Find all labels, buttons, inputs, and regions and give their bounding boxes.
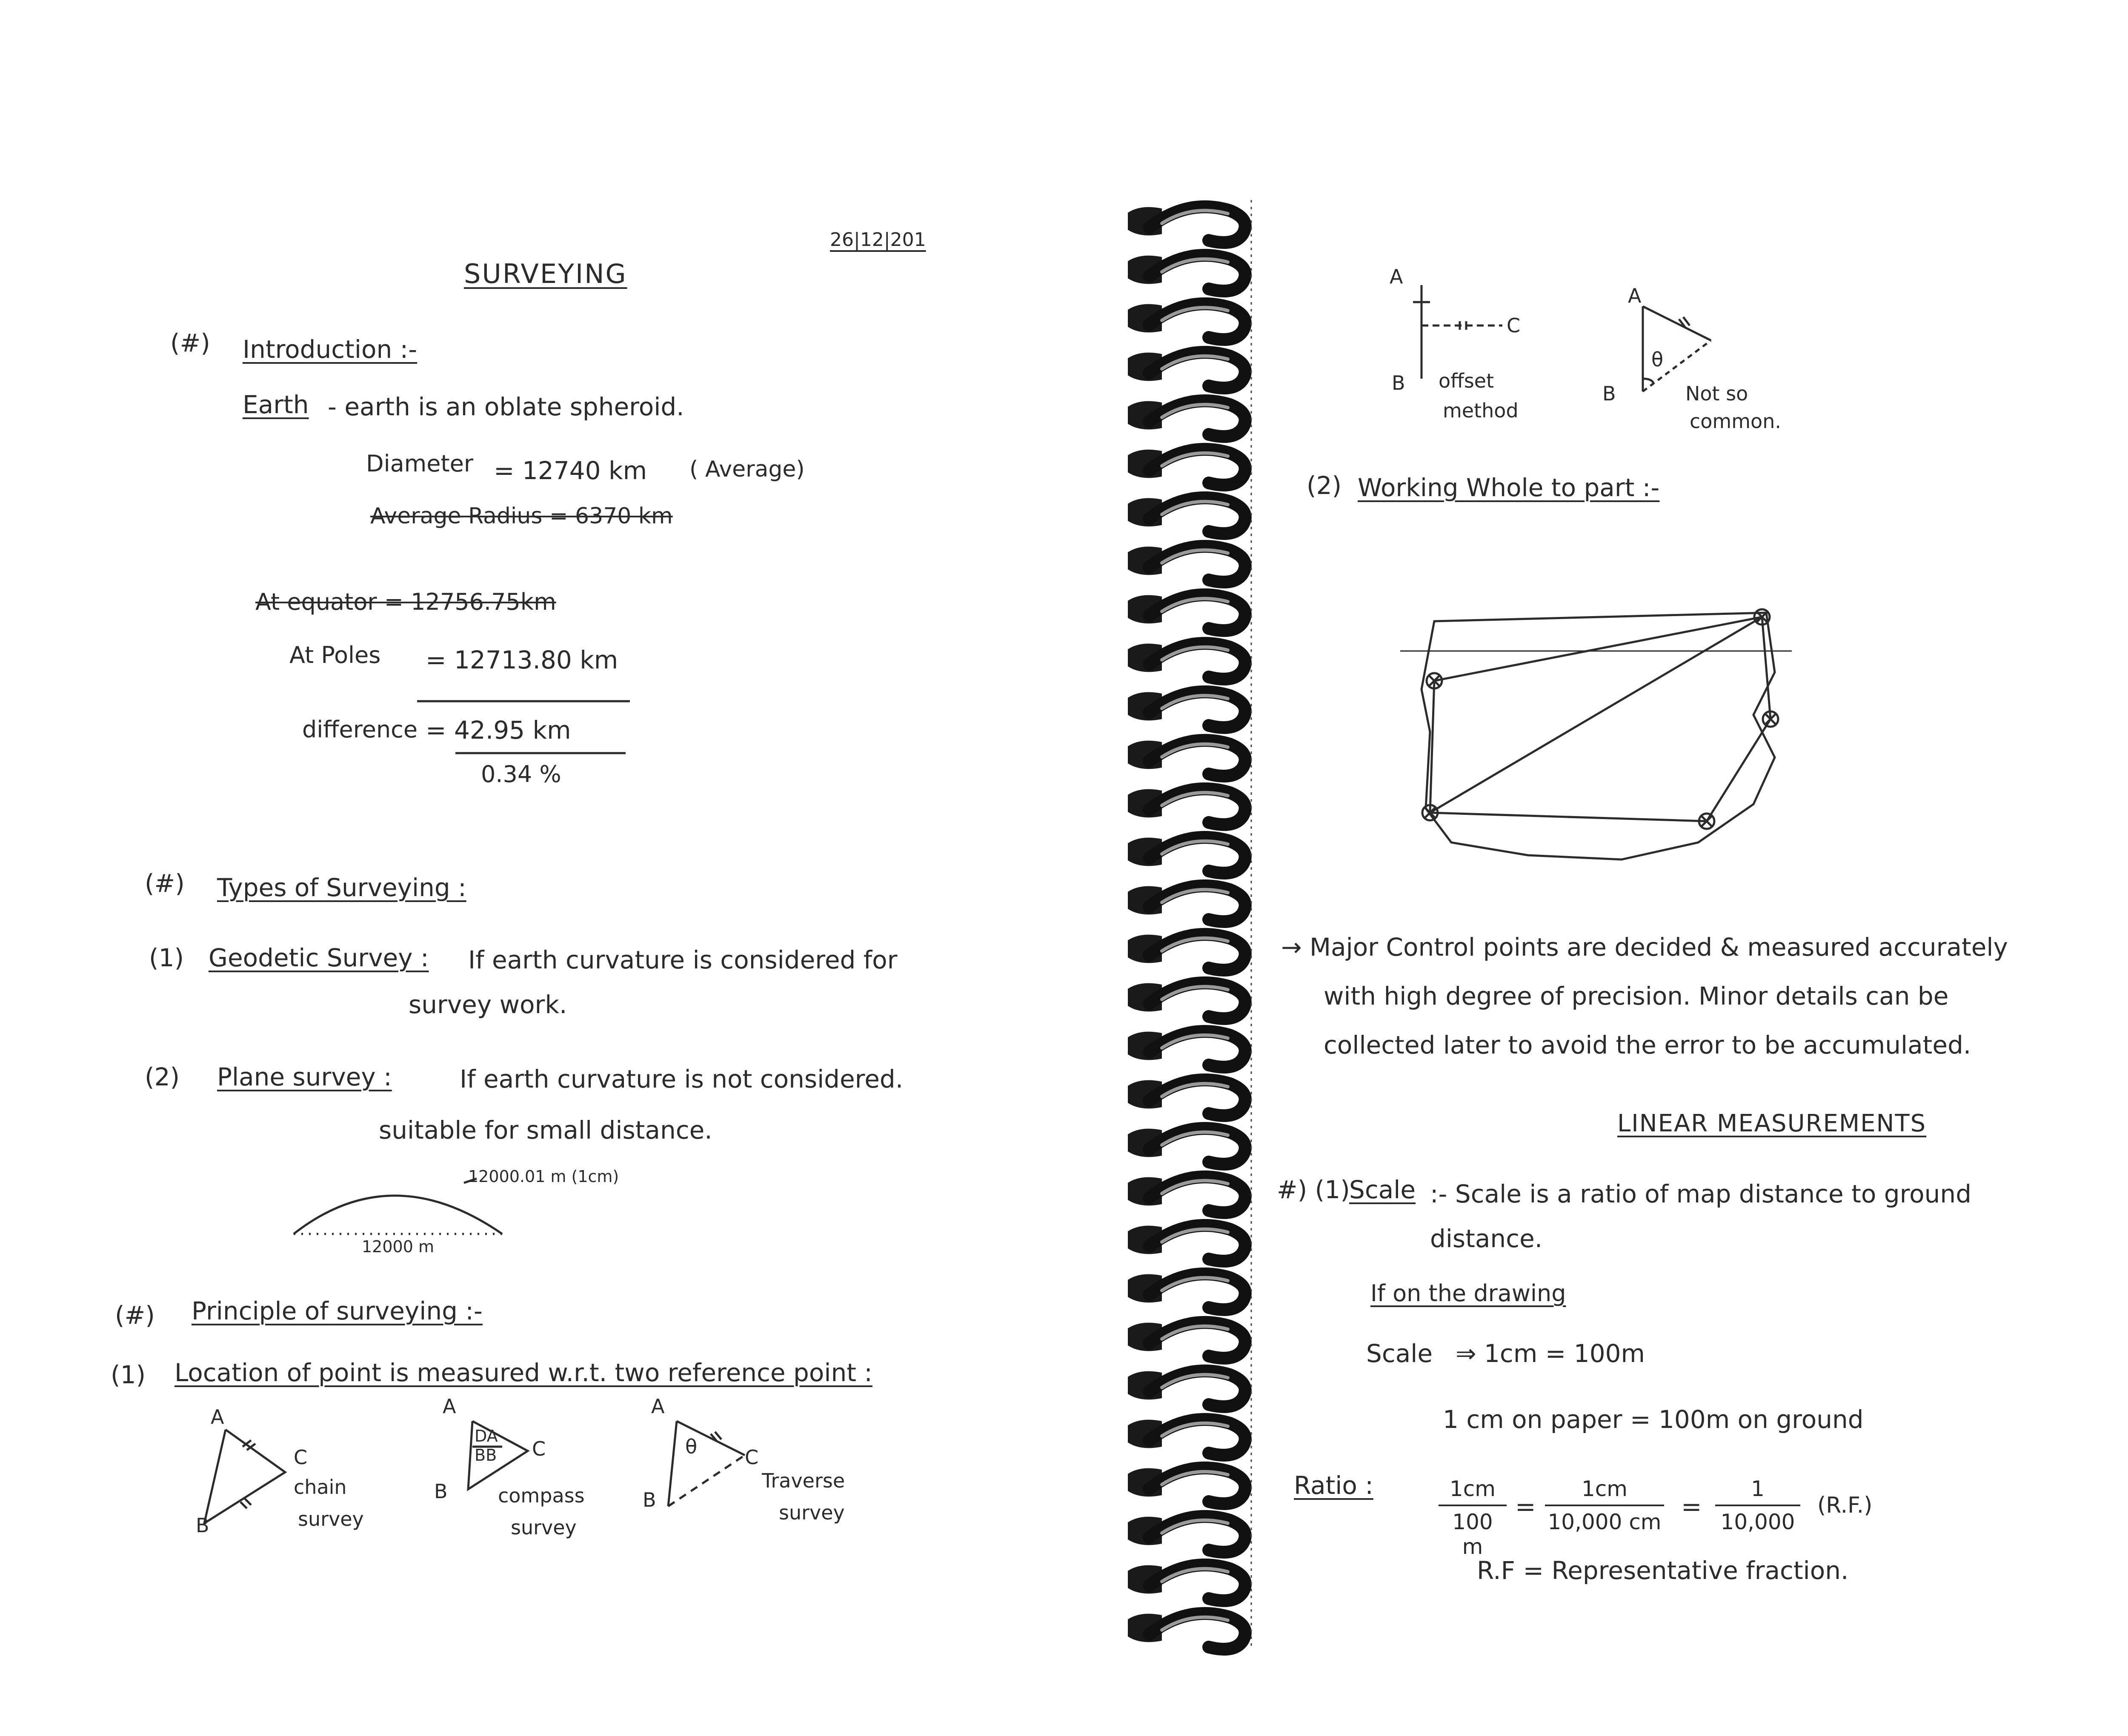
whole-to-part-number: (2) — [1307, 471, 1342, 500]
spiral-ring — [1128, 498, 1245, 534]
spiral-ring — [1128, 1031, 1245, 1067]
geodetic-text-2: survey work. — [409, 990, 567, 1019]
compass-inner-2: BB — [475, 1446, 497, 1465]
geodetic-label: Geodetic Survey : — [209, 943, 429, 972]
spiral-ring — [1128, 1565, 1245, 1601]
rf-definition: R.F = Representative fraction. — [1477, 1556, 1849, 1585]
not-so-common-caption-2: common. — [1690, 410, 1781, 433]
traverse-vertex-a: A — [651, 1395, 665, 1418]
diameter-label: Diameter — [366, 450, 474, 477]
scale-number: #) (1) — [1277, 1175, 1350, 1204]
spiral-ring — [1128, 352, 1245, 388]
spiral-ring — [1128, 1322, 1245, 1358]
traverse-caption-2: survey — [779, 1501, 845, 1524]
intro-heading: Introduction :- — [243, 335, 418, 364]
compass-caption-2: survey — [511, 1516, 577, 1539]
location-number: (1) — [111, 1360, 146, 1389]
not-so-common-vertex-a: A — [1628, 284, 1642, 307]
chain-vertex-c: C — [294, 1446, 308, 1469]
traverse-vertex-c: C — [745, 1446, 759, 1469]
scale-equation: ⇒ 1cm = 100m — [1456, 1339, 1645, 1368]
intro-marker: (#) — [170, 328, 210, 357]
diameter-value: = 12740 km — [494, 456, 647, 485]
scale-text-2: distance. — [1430, 1224, 1543, 1253]
compass-inner-1: DA — [475, 1427, 498, 1445]
difference-label: difference — [302, 716, 418, 743]
spiral-ring — [1128, 1468, 1245, 1504]
spiral-ring — [1128, 692, 1245, 728]
paper-ground-equation: 1 cm on paper = 100m on ground — [1443, 1405, 1864, 1434]
difference-percent: 0.34 % — [481, 761, 561, 788]
offset-vertex-c: C — [1507, 314, 1521, 337]
chord-length-label: 12000 m — [362, 1237, 434, 1256]
difference-underlines — [413, 698, 634, 757]
ratio-fraction-2-denominator: 10,000 cm — [1547, 1510, 1662, 1534]
spiral-ring — [1128, 1225, 1245, 1261]
traverse-vertex-b: B — [643, 1488, 656, 1511]
spiral-ring — [1128, 304, 1245, 340]
plane-number: (2) — [145, 1062, 180, 1091]
poles-value: = 12713.80 km — [426, 645, 618, 674]
chain-caption-1: chain — [294, 1476, 347, 1499]
not-so-common-theta: θ — [1651, 348, 1664, 371]
types-marker: (#) — [145, 869, 185, 898]
compass-survey-triangle — [464, 1404, 575, 1528]
not-so-common-caption-1: Not so — [1685, 382, 1748, 405]
traverse-caption-1: Traverse — [762, 1469, 845, 1492]
date-label: 26|12|201 — [830, 229, 926, 251]
control-network-diagram — [1400, 604, 1792, 868]
compass-caption-1: compass — [498, 1484, 585, 1507]
ratio-equals-2: = — [1681, 1492, 1702, 1521]
spiral-ring — [1128, 401, 1245, 437]
ratio-equals-1: = — [1515, 1492, 1536, 1521]
offset-caption-1: offset — [1439, 369, 1494, 392]
principle-heading: Principle of surveying :- — [192, 1296, 483, 1325]
chain-vertex-b: B — [196, 1514, 209, 1537]
ratio-fraction-2-bar — [1545, 1505, 1664, 1506]
ratio-fraction-3-bar — [1715, 1505, 1800, 1506]
spiral-ring — [1128, 1419, 1245, 1455]
spiral-ring — [1128, 886, 1245, 922]
ratio-fraction-1-bar — [1439, 1505, 1507, 1506]
linear-measurements-heading: LINEAR MEASUREMENTS — [1617, 1110, 1927, 1137]
spiral-ring — [1128, 546, 1245, 582]
ratio-fraction-2-numerator: 1cm — [1581, 1476, 1627, 1501]
ratio-fraction-1 — [1439, 1476, 1507, 1559]
spiral-ring — [1128, 1613, 1245, 1649]
types-heading: Types of Surveying : — [217, 873, 466, 902]
compass-vertex-c: C — [532, 1437, 546, 1460]
ratio-label: Ratio : — [1294, 1471, 1373, 1500]
principle-marker: (#) — [115, 1301, 155, 1330]
chain-vertex-a: A — [211, 1405, 224, 1428]
compass-vertex-b: B — [434, 1480, 448, 1503]
offset-vertex-b: B — [1392, 371, 1405, 394]
spiral-ring — [1128, 1177, 1245, 1213]
spiral-ring — [1128, 1080, 1245, 1116]
location-text: Location of point is measured w.r.t. two reference point : — [174, 1358, 872, 1387]
drawing-note: If on the drawing — [1370, 1280, 1566, 1307]
major-control-line-1: → Major Control points are decided & measured accurately — [1281, 933, 2008, 962]
rf-tag: (R.F.) — [1817, 1493, 1873, 1518]
spiral-ring — [1128, 255, 1245, 291]
right-page — [1251, 0, 2128, 1736]
major-control-line-3: collected later to avoid the error to be accumulated. — [1324, 1031, 1971, 1059]
spiral-ring — [1128, 934, 1245, 970]
ratio-fraction-3-denominator: 10,000 — [1720, 1510, 1795, 1534]
spiral-ring — [1128, 1274, 1245, 1310]
plane-label: Plane survey : — [217, 1062, 392, 1091]
geodetic-number: (1) — [149, 943, 184, 972]
scale-equation-label: Scale — [1366, 1339, 1433, 1368]
spiral-ring — [1128, 789, 1245, 825]
offset-vertex-a: A — [1390, 265, 1403, 288]
spiral-ring — [1128, 983, 1245, 1019]
whole-to-part-heading: Working Whole to part :- — [1358, 473, 1660, 502]
chain-caption-2: survey — [298, 1508, 364, 1530]
ratio-fraction-2 — [1545, 1476, 1664, 1534]
spiral-ring — [1128, 837, 1245, 873]
spiral-ring — [1128, 643, 1245, 679]
spiral-ring — [1128, 449, 1245, 485]
major-control-line-2: with high degree of precision. Minor details can be — [1324, 982, 1949, 1011]
spiral-ring — [1128, 1128, 1245, 1164]
ratio-fraction-3 — [1715, 1476, 1800, 1534]
ratio-fraction-3-numerator: 1 — [1751, 1476, 1765, 1501]
spiral-ring — [1128, 740, 1245, 776]
spiral-ring — [1128, 1516, 1245, 1552]
average-radius-struck: Average Radius = 6370 km — [370, 503, 673, 529]
compass-vertex-a: A — [443, 1395, 456, 1418]
scale-label: Scale — [1349, 1175, 1416, 1204]
poles-label: At Poles — [289, 642, 381, 668]
arc-length-label: 12000.01 m (1cm) — [468, 1167, 619, 1186]
equator-struck: At equator = 12756.75km — [255, 588, 556, 615]
difference-value: = 42.95 km — [426, 716, 571, 745]
spiral-ring — [1128, 207, 1245, 243]
spiral-ring — [1128, 595, 1245, 631]
not-so-common-vertex-b: B — [1602, 382, 1616, 405]
spiral-ring — [1128, 1371, 1245, 1407]
ratio-fraction-1-denominator: 100 m — [1452, 1510, 1493, 1559]
offset-caption-2: method — [1443, 399, 1519, 422]
diameter-note: ( Average) — [689, 457, 805, 482]
traverse-theta: θ — [685, 1435, 698, 1458]
plane-text-1: If earth curvature is not considered. — [460, 1065, 904, 1094]
earth-label: Earth — [243, 390, 309, 419]
spiral-binding — [1124, 200, 1264, 1664]
scale-text-1: :- Scale is a ratio of map distance to ground — [1430, 1179, 1972, 1208]
page-title: SURVEYING — [464, 258, 627, 289]
geodetic-text-1: If earth curvature is considered for — [468, 945, 898, 974]
earth-text: - earth is an oblate spheroid. — [328, 392, 684, 421]
ratio-fraction-1-numerator: 1cm — [1449, 1476, 1496, 1501]
plane-text-2: suitable for small distance. — [379, 1116, 712, 1145]
